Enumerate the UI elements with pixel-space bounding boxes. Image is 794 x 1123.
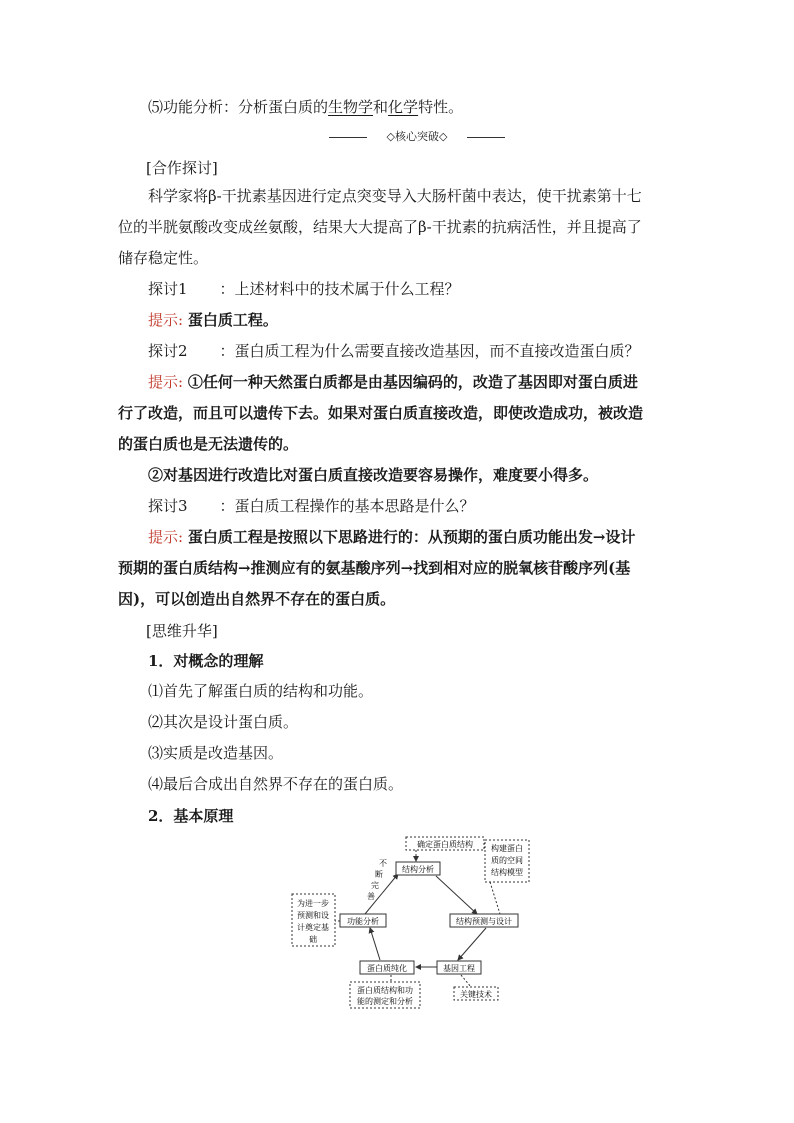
question-text: ：上述材料中的技术属于什么工程？	[219, 280, 460, 298]
hint-label: 提示:	[148, 373, 184, 391]
node-structure-analysis: 结构分析	[402, 865, 434, 874]
node-confirm-structure: 确定蛋白质结构	[417, 840, 473, 849]
answer-2-line-2: 行了改造，而且可以遗传下去。如果对蛋白质直接改造，即使改造成功，被改造	[118, 404, 644, 422]
node-function-analysis: 功能分析	[347, 917, 379, 926]
concept-item-1: ⑴首先了解蛋白质的结构和功能。	[148, 682, 374, 700]
node-measure-line-1: 蛋白质结构和功	[357, 986, 413, 995]
text-segment: ⑸功能分析：分析蛋白质的	[148, 98, 329, 116]
underlined-term: 生物学	[328, 98, 374, 116]
material-line-1: 科学家将β-干扰素基因进行定点突变导入大肠杆菌中表达，使干扰素第十七	[148, 187, 642, 205]
answer-3-line-3: 因)，可以创造出自然界不存在的蛋白质。	[118, 590, 396, 608]
section-heading-summary: [思维升华]	[146, 622, 218, 640]
question-2	[148, 340, 640, 362]
node-basis-line-1: 为进一步	[297, 899, 329, 908]
principle-diagram	[280, 834, 550, 1014]
node-basis-line-2: 预测和设	[297, 911, 329, 920]
answer-1	[148, 309, 278, 331]
answer-3-line-2: 预期的蛋白质结构→推测应有的氨基酸序列→找到相对应的脱氧核苷酸序列(基	[118, 559, 631, 577]
question-text: ：蛋白质工程为什么需要直接改造基因，而不直接改造蛋白质？	[219, 342, 640, 360]
node-key-technology: 关键技术	[460, 990, 492, 999]
concept-item-3: ⑶实质是改造基因。	[148, 744, 284, 762]
node-measure-line-2: 能的测定和分析	[357, 997, 413, 1006]
node-protein-purification: 蛋白质纯化	[367, 964, 407, 973]
question-1	[148, 278, 460, 300]
answer-2-line-1	[148, 371, 638, 393]
question-label: 探讨2	[148, 342, 188, 360]
node-gene-engineering: 基因工程	[443, 964, 475, 973]
section-divider: ◇核心突破◇	[329, 127, 505, 147]
node-model-line-1: 构建蛋白	[491, 844, 523, 853]
question-3	[148, 495, 475, 517]
heading-principle: 2．基本原理	[148, 807, 234, 825]
answer-text: 蛋白质工程。	[187, 311, 278, 329]
material-line-2: 位的半胱氨酸改变成丝氨酸，结果大大提高了β-干扰素的抗病活性，并且提高了	[118, 218, 642, 236]
text-segment: 和	[373, 98, 389, 116]
question-label: 探讨3	[148, 497, 188, 515]
answer-text: ①任何一种天然蛋白质都是由基因编码的，改造了基因即对蛋白质进	[187, 373, 638, 391]
question-label: 探讨1	[148, 280, 188, 298]
hint-label: 提示:	[148, 528, 184, 546]
loop-label-2: 断	[375, 870, 383, 879]
node-basis-line-4: 础	[309, 935, 317, 944]
answer-text: 蛋白质工程是按照以下思路进行的：从预期的蛋白质功能出发→设计	[187, 528, 636, 546]
heading-concept: 1．对概念的理解	[148, 652, 264, 670]
concept-item-2: ⑵其次是设计蛋白质。	[148, 713, 299, 731]
text-segment: 特性。	[418, 98, 464, 116]
answer-2-line-3: 的蛋白质也是无法遗传的。	[118, 435, 299, 453]
line-functional-analysis	[148, 96, 463, 118]
loop-label-3: 完	[371, 881, 379, 890]
node-predict-design: 结构预测与设计	[456, 917, 512, 926]
underlined-term: 化学	[388, 98, 419, 116]
material-line-3: 储存稳定性。	[118, 249, 209, 267]
loop-label-4: 善	[367, 892, 375, 901]
answer-2-line-4: ②对基因进行改造比对蛋白质直接改造要容易操作，难度要小得多。	[148, 466, 599, 484]
section-heading-discussion: [合作探讨]	[146, 159, 218, 177]
hint-label: 提示:	[148, 311, 184, 329]
loop-label-1: 不	[379, 859, 387, 868]
node-basis-line-3: 计奠定基	[297, 923, 329, 932]
node-model-line-2: 质的空间	[491, 856, 523, 865]
node-model-line-3: 结构模型	[491, 868, 523, 877]
question-text: ：蛋白质工程操作的基本思路是什么？	[219, 497, 475, 515]
concept-item-4: ⑷最后合成出自然界不存在的蛋白质。	[148, 775, 404, 793]
answer-3-line-1	[148, 526, 635, 548]
